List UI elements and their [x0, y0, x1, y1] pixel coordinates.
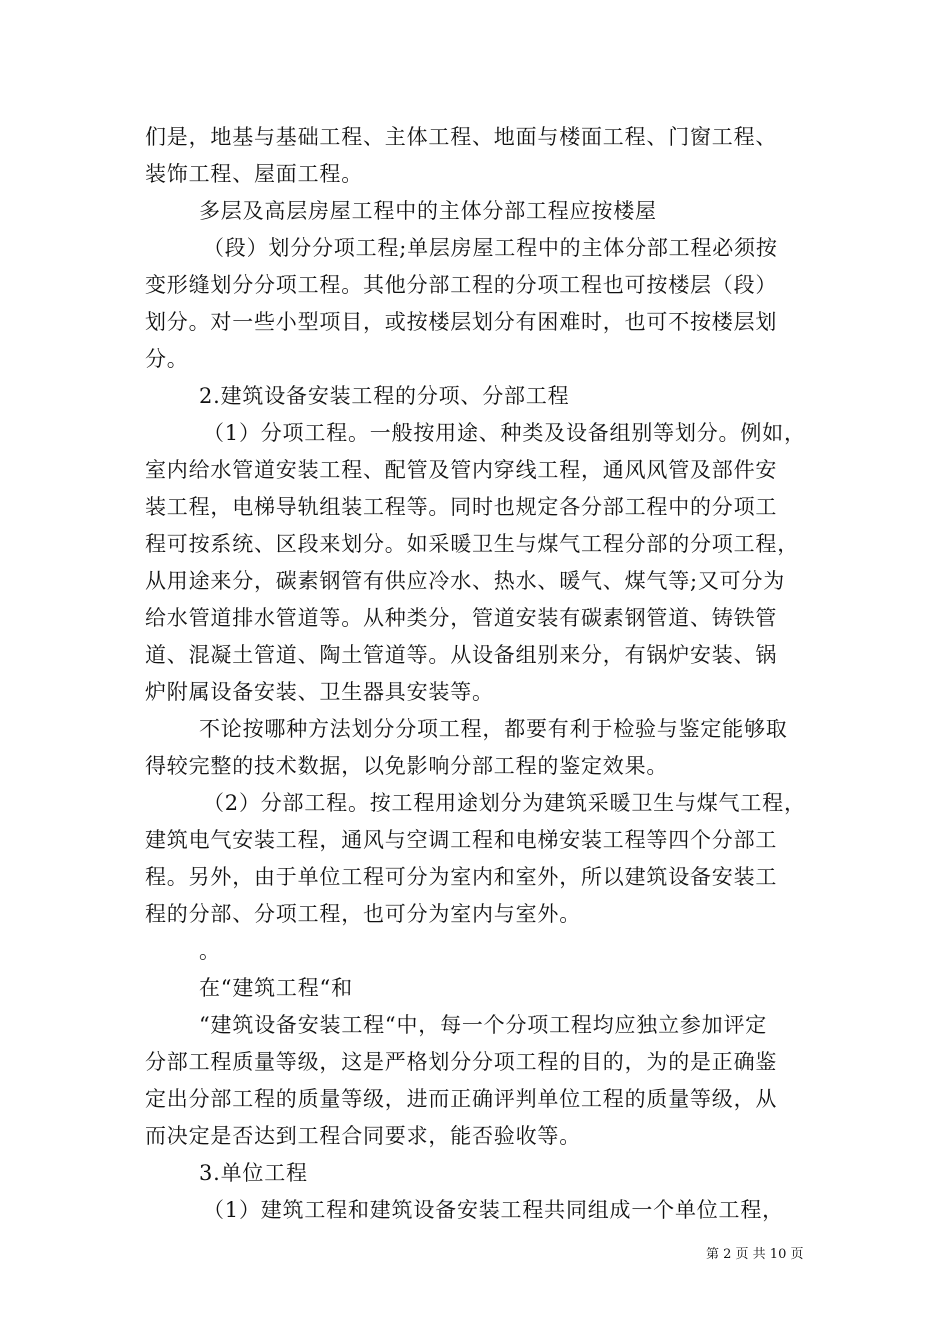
text-line: 划分。对一些小型项目，或按楼层划分有困难时，也可不按楼层划	[145, 310, 778, 334]
text-line: 给水管道排水管道等。从种类分，管道安装有碳素钢管道、铸铁管	[145, 606, 778, 630]
text-line: 道、混凝土管道、陶土管道等。从设备组别来分，有锅炉安装、锅	[145, 643, 778, 667]
text-line: “建筑设备安装工程“中，每一个分项工程均应独立参加评定	[199, 1013, 768, 1037]
text-line: （段）划分分项工程;单层房屋工程中的主体分部工程必须按	[203, 236, 778, 260]
text-line: 在“建筑工程“和	[199, 976, 353, 1000]
text-line: 室内给水管道安装工程、配管及管内穿线工程，通风风管及部件安	[145, 458, 778, 482]
text-line: 不论按哪种方法划分分项工程，都要有利于检验与鉴定能够取	[199, 717, 788, 741]
text-line: 从用途来分，碳素钢管有供应冷水、热水、暖气、煤气等;又可分为	[145, 569, 786, 593]
text-line: 。	[199, 939, 221, 963]
section-heading: 2.建筑设备安装工程的分项、分部工程	[199, 384, 570, 408]
section-heading: 3.单位工程	[199, 1161, 308, 1185]
text-line: 多层及高层房屋工程中的主体分部工程应按楼屋	[199, 199, 657, 223]
text-line: （2）分部工程。按工程用途划分为建筑采暖卫生与煤气工程，	[203, 791, 806, 815]
page-number: 第 2 页 共 10 页	[706, 1247, 804, 1262]
text-line: 装饰工程、屋面工程。	[145, 162, 363, 186]
text-line: 分部工程质量等级，这是严格划分分项工程的目的，为的是正确鉴	[145, 1050, 778, 1074]
text-line: 们是，地基与基础工程、主体工程、地面与楼面工程、门窗工程、	[145, 125, 778, 149]
text-line: （1）建筑工程和建筑设备安装工程共同组成一个单位工程，	[203, 1198, 784, 1222]
text-line: 程。另外，由于单位工程可分为室内和室外，所以建筑设备安装工	[145, 865, 778, 889]
text-line: 程的分部、分项工程，也可分为室内与室外。	[145, 902, 581, 926]
text-line: 炉附属设备安装、卫生器具安装等。	[145, 680, 494, 704]
text-line: 定出分部工程的质量等级，进而正确评判单位工程的质量等级，从	[145, 1087, 778, 1111]
text-line: 而决定是否达到工程合同要求，能否验收等。	[145, 1124, 581, 1148]
text-line: 装工程，电梯导轨组装工程等。同时也规定各分部工程中的分项工	[145, 495, 778, 519]
text-line: 建筑电气安装工程，通风与空调工程和电梯安装工程等四个分部工	[145, 828, 778, 852]
text-line: 程可按系统、区段来划分。如采暖卫生与煤气工程分部的分项工程，	[145, 532, 799, 556]
text-line: （1）分项工程。一般按用途、种类及设备组别等划分。例如，	[203, 421, 806, 445]
text-line: 得较完整的技术数据，以免影响分部工程的鉴定效果。	[145, 754, 669, 778]
text-line: 变形缝划分分项工程。其他分部工程的分项工程也可按楼层（段）	[145, 273, 778, 297]
text-line: 分。	[145, 347, 189, 371]
